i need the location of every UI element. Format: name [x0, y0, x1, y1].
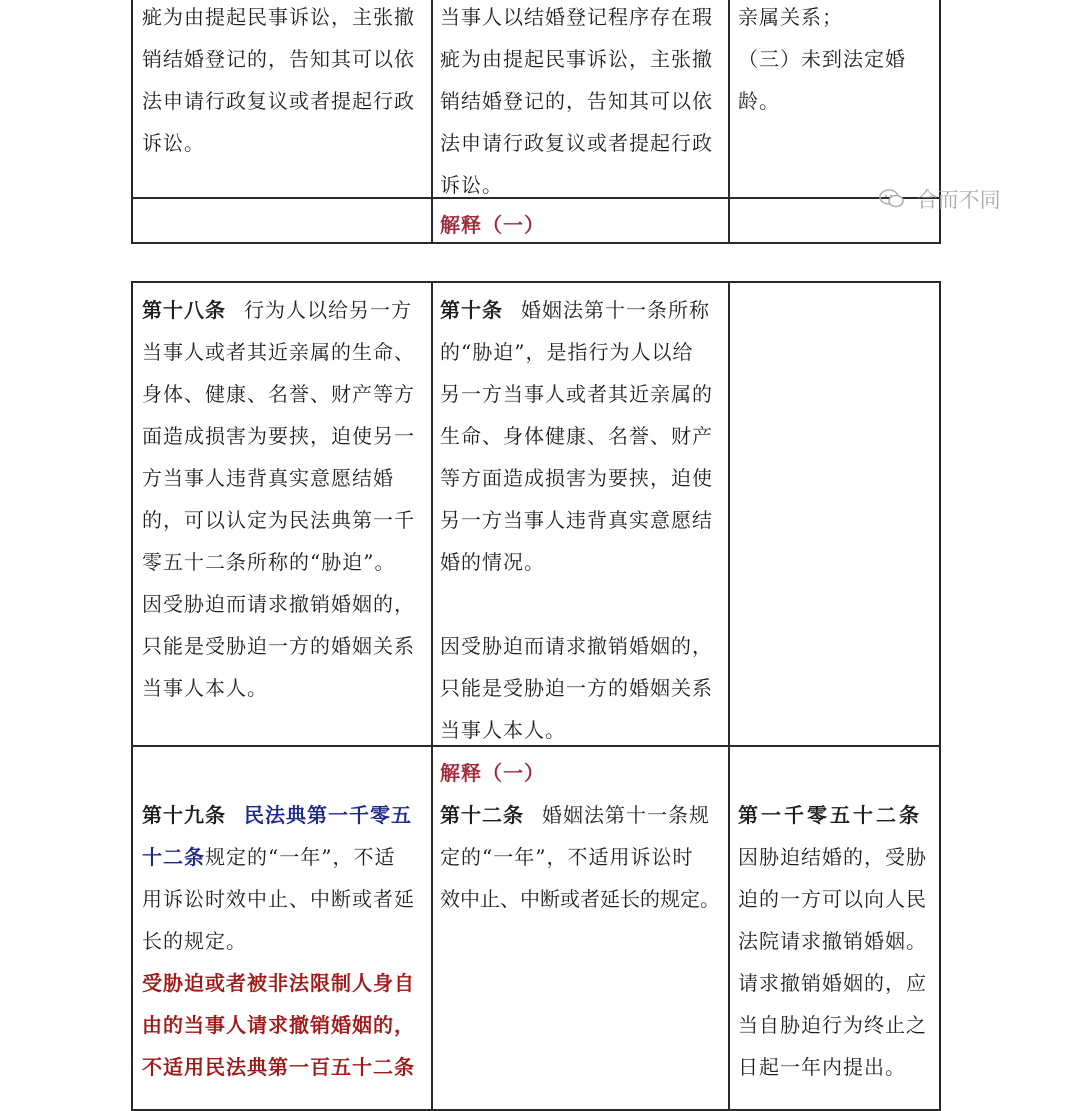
- text-line: 另一方当事人违背真实意愿结: [440, 508, 713, 532]
- article-18-text: [142, 289, 432, 709]
- text-line: 因胁迫结婚的，受胁: [738, 845, 927, 869]
- text-line: 的，可以认定为民法典第一千: [142, 508, 415, 532]
- text-line: 当自胁迫行为终止之: [738, 1013, 927, 1037]
- text-line: 疵为由提起民事诉讼，主张撤: [440, 47, 713, 71]
- article-19-text: [142, 794, 432, 1088]
- table1-col3-text: [738, 0, 938, 113]
- text-line: 定的“一年”，不适用诉讼时: [440, 845, 694, 869]
- text-line: 行为人以给另一方: [244, 298, 412, 322]
- highlighted-text-line: 受胁迫或者被非法限制人身自: [142, 971, 415, 995]
- text-line: 日起一年内提出。: [738, 1055, 906, 1079]
- text-line: 婚姻法第十一条所称: [521, 298, 710, 322]
- text-line: 诉讼。: [440, 173, 503, 197]
- text-line: 婚的情况。: [440, 550, 545, 574]
- article-number: 第十条: [440, 298, 503, 322]
- table1-footer-label: 解释（一）: [440, 213, 545, 237]
- text-line: 因受胁迫而请求撤销婚姻的，: [142, 592, 415, 616]
- text-line: 法申请行政复议或者提起行政: [142, 89, 415, 113]
- text-line: 因受胁迫而请求撤销婚姻的，: [440, 634, 713, 658]
- article-number: 第十二条: [440, 803, 524, 827]
- text-line: （三）未到法定婚龄。: [738, 47, 906, 113]
- text-line: 迫的一方可以向人民: [738, 887, 927, 911]
- text-line: 的“胁迫”，是指行为人以给: [440, 340, 694, 364]
- text-line: 疵为由提起民事诉讼，主张撤: [142, 5, 415, 29]
- text-line: 当事人或者其近亲属的生命、: [142, 340, 415, 364]
- text-line: 面造成损害为要挟，迫使另一: [142, 424, 415, 448]
- text-line: 当事人本人。: [440, 718, 566, 742]
- article-number: 第一千零五十二条: [738, 803, 922, 827]
- text-line: 用诉讼时效中止、中断或者延: [142, 887, 415, 911]
- article-number: 第十八条: [142, 298, 226, 322]
- text-line: 身体、健康、名誉、财产等方: [142, 382, 415, 406]
- article-1052-text: [738, 794, 938, 1088]
- text-line: 零五十二条所称的“胁迫”。: [142, 550, 396, 574]
- highlighted-text-line: 不适用民法典第一百五十二条: [142, 1055, 415, 1079]
- text-line: 只能是受胁迫一方的婚姻关系: [142, 634, 415, 658]
- text-line: 法申请行政复议或者提起行政: [440, 131, 713, 155]
- article-number: 第十九条: [142, 803, 226, 827]
- text-line: 诉讼。: [142, 131, 205, 155]
- text-line: 等方面造成损害为要挟，迫使: [440, 466, 713, 490]
- text-line: 只能是受胁迫一方的婚姻关系: [440, 676, 713, 700]
- text-line: 效中止、中断或者延长的规定。: [440, 887, 720, 911]
- text-line: 婚姻法第十一条规: [542, 803, 710, 827]
- text-line: 请求撤销婚姻的，应: [738, 971, 927, 995]
- watermark: [878, 184, 1001, 215]
- highlighted-text-line: 由的当事人请求撤销婚姻的，: [142, 1013, 415, 1037]
- interpretation-header: 解释（一）: [440, 761, 545, 785]
- text-line: 规定的“一年”，不适: [205, 845, 396, 869]
- text-line: 长的规定。: [142, 929, 247, 953]
- table1-col2-text: [440, 0, 730, 206]
- table1-col1-text: [142, 0, 432, 164]
- article-12-text: [440, 794, 730, 920]
- text-line: 当事人以结婚登记程序存在瑕: [440, 5, 713, 29]
- text-line: 另一方当事人或者其近亲属的: [440, 382, 713, 406]
- text-line: 生命、身体健康、名誉、财产: [440, 424, 713, 448]
- text-line: 法院请求撤销婚姻。: [738, 929, 927, 953]
- watermark-text: 合而不同: [916, 188, 1001, 212]
- civil-code-reference: 十二条: [142, 845, 205, 869]
- text-line: 当事人本人。: [142, 676, 268, 700]
- wechat-icon: [878, 188, 906, 215]
- text-line: 亲属关系；: [738, 5, 843, 29]
- text-line: [440, 583, 730, 625]
- text-line: 销结婚登记的，告知其可以依: [440, 89, 713, 113]
- text-line: 销结婚登记的，告知其可以依: [142, 47, 415, 71]
- article-10-text: [440, 289, 730, 751]
- civil-code-reference: 民法典第一千零五: [244, 803, 412, 827]
- text-line: 方当事人违背真实意愿结婚: [142, 466, 394, 490]
